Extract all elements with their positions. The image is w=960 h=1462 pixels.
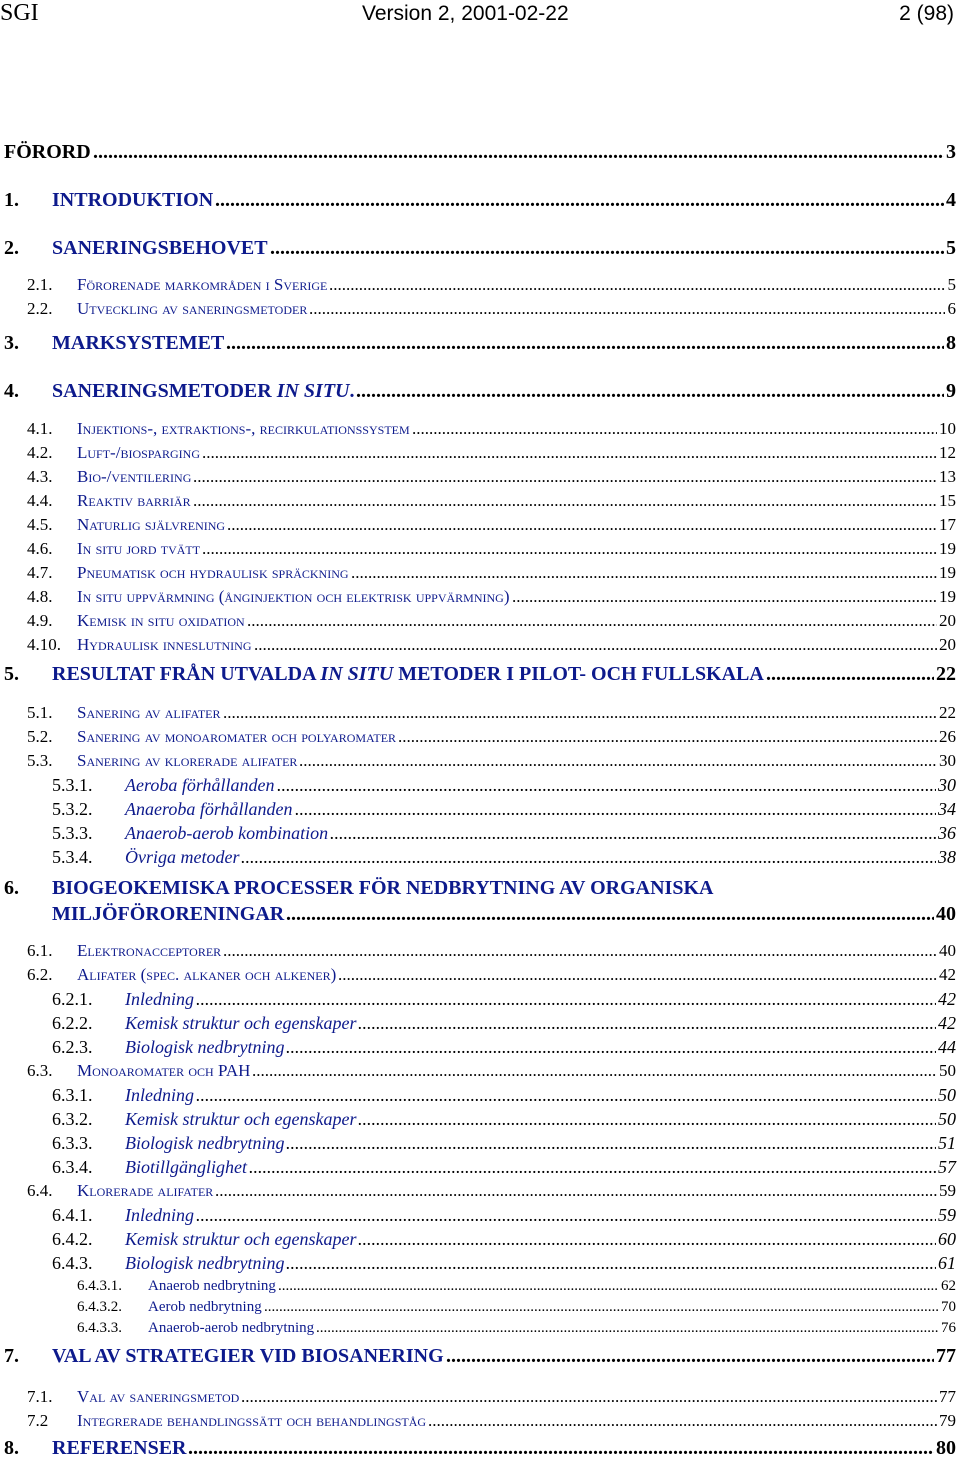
- toc-entry-page: 4: [946, 189, 956, 211]
- toc-entry-title: Integrerade behandlingssätt och behandlingståg: [77, 1411, 427, 1430]
- toc-entry-page: 30: [939, 751, 956, 770]
- toc-entry-title: Anaerob-aerob nedbrytning: [148, 1320, 315, 1336]
- toc-entry[interactable]: [0, 940, 960, 962]
- toc-entry-number: 4.10.: [27, 635, 61, 654]
- toc-entry-page: 42: [938, 1013, 956, 1033]
- toc-entry-page: 50: [939, 1061, 956, 1080]
- toc-entry-title: Kemisk struktur och egenskaper: [125, 1109, 357, 1129]
- toc-entry-title: Utveckling av saneringsmetoder: [77, 299, 308, 318]
- toc-entry-number: 4.9.: [27, 611, 53, 630]
- toc-entry-page: 34: [938, 799, 956, 819]
- toc-entry[interactable]: [0, 586, 960, 608]
- toc-entry-page: 6: [947, 299, 956, 318]
- toc-entry[interactable]: [0, 610, 960, 632]
- toc-entry[interactable]: [0, 331, 960, 357]
- toc-entry-page: 22: [939, 703, 956, 722]
- toc-entry[interactable]: [0, 822, 960, 844]
- toc-entry-number: 2.2.: [27, 299, 53, 318]
- toc-entry-title: Sanering av alifater: [77, 703, 221, 722]
- toc-entry[interactable]: [0, 1297, 960, 1319]
- toc-entry[interactable]: [0, 1132, 960, 1154]
- toc-entry-number: 6.4.1.: [52, 1205, 93, 1225]
- toc-entry-number: 2.: [4, 237, 19, 259]
- toc-entry-page: 59: [938, 1205, 956, 1225]
- toc-entry-number: 4.4.: [27, 491, 53, 510]
- toc-entry[interactable]: [0, 1108, 960, 1130]
- toc-dot-leader: [247, 610, 937, 632]
- header-logo-text: SGI: [0, 0, 39, 26]
- toc-entry[interactable]: [0, 876, 960, 925]
- toc-dot-leader: [223, 940, 937, 962]
- toc-entry-number: 4.3.: [27, 467, 53, 486]
- toc-entry-page: 38: [938, 847, 956, 867]
- toc-entry-title: SANERINGSBEHOVET: [52, 237, 268, 259]
- toc-entry-page: 80: [936, 1437, 956, 1459]
- toc-entry-title: SANERINGSMETODER IN SITU.: [52, 380, 355, 402]
- toc-entry-number: 8.: [4, 1437, 19, 1459]
- toc-dot-leader: [358, 1012, 936, 1034]
- toc-entry-title: Monoaromater och PAH: [77, 1061, 251, 1080]
- header-page-number: 2 (98): [899, 2, 954, 25]
- toc-entry-number: 6.4.3.1.: [77, 1278, 122, 1294]
- toc-entry-title: Injektions-, extraktions-, recirkulationssystem: [77, 419, 410, 438]
- toc-entry[interactable]: [0, 1410, 960, 1432]
- toc-entry-title: Sanering av klorerade alifater: [77, 751, 298, 770]
- toc-dot-leader: [512, 586, 937, 608]
- toc-entry-page: 5: [946, 237, 956, 259]
- toc-entry[interactable]: [0, 538, 960, 560]
- toc-entry-number: 6.3.3.: [52, 1133, 93, 1153]
- toc-entry-page: 61: [938, 1253, 956, 1273]
- toc-entry-title: Inledning: [125, 989, 194, 1009]
- toc-entry-page: 44: [938, 1037, 956, 1057]
- toc-entry-number: 6.3.: [27, 1061, 53, 1080]
- toc-entry-number: 6.3.4.: [52, 1157, 93, 1177]
- toc-entry-page: 19: [939, 587, 956, 606]
- toc-entry-title: Inledning: [125, 1205, 194, 1225]
- toc-entry-page: 12: [939, 443, 956, 462]
- toc-dot-leader: [196, 1204, 936, 1226]
- toc-entry-page: 70: [941, 1299, 956, 1315]
- toc-entry-title: Hydraulisk inneslutning: [77, 635, 252, 654]
- toc-entry-title: INTRODUKTION: [52, 189, 214, 211]
- toc-entry-title: Anaerob-aerob kombination: [125, 823, 329, 843]
- toc-dot-leader: [252, 1060, 937, 1082]
- toc-dot-leader: [329, 274, 945, 296]
- toc-dot-leader: [254, 634, 937, 656]
- toc-dot-leader: [398, 726, 937, 748]
- toc-dot-leader: [226, 331, 944, 355]
- toc-dot-leader: [286, 902, 934, 926]
- toc-dot-leader: [270, 236, 944, 260]
- toc-entry-page: 19: [939, 563, 956, 582]
- toc-dot-leader: [249, 1156, 936, 1178]
- toc-entry[interactable]: [0, 798, 960, 820]
- toc-entry-title: Biotillgänglighet: [125, 1157, 247, 1177]
- toc-entry-number: 4.7.: [27, 563, 53, 582]
- toc-entry-title: Kemisk struktur och egenskaper: [125, 1013, 357, 1033]
- toc-dot-leader: [286, 1036, 936, 1058]
- toc-entry-title: In situ jord tvätt: [77, 539, 201, 558]
- toc-dot-leader: [241, 1386, 937, 1408]
- toc-entry[interactable]: [0, 1084, 960, 1106]
- toc-entry-title: Reaktiv barriär: [77, 491, 191, 510]
- toc-entry-title: Elektronacceptorer: [77, 941, 222, 960]
- toc-dot-leader: [215, 1180, 937, 1202]
- toc-entry-number: 6.4.3.2.: [77, 1299, 122, 1315]
- toc-entry-number: 5.3.: [27, 751, 53, 770]
- toc-entry-title: REFERENSER: [52, 1437, 187, 1459]
- toc-entry[interactable]: [0, 964, 960, 986]
- toc-entry[interactable]: [0, 236, 960, 262]
- toc-dot-leader: [188, 1436, 934, 1460]
- toc-entry-title: Biologisk nedbrytning: [125, 1037, 285, 1057]
- toc-entry-page: 5: [947, 275, 956, 294]
- toc-entry-page: 57: [938, 1157, 956, 1177]
- toc-entry-title: Kemisk struktur och egenskaper: [125, 1229, 357, 1249]
- toc-entry[interactable]: [0, 1436, 960, 1462]
- toc-entry-number: 7.1.: [27, 1387, 53, 1406]
- toc-dot-leader: [286, 1252, 936, 1274]
- toc-entry-title: Val av saneringsmetod: [77, 1387, 240, 1406]
- toc-dot-leader: [215, 188, 944, 212]
- toc-entry-number: 3.: [4, 332, 19, 354]
- toc-entry[interactable]: [0, 634, 960, 656]
- toc-entry-number: 6.2.3.: [52, 1037, 93, 1057]
- toc-entry-title: In situ uppvärmning (ånginjektion och elektrisk uppvärmning): [77, 587, 510, 606]
- toc-entry-page: 8: [946, 332, 956, 354]
- toc-entry[interactable]: [0, 418, 960, 440]
- toc-entry-page: 40: [936, 903, 956, 925]
- toc-entry-number: 5.3.4.: [52, 847, 93, 867]
- toc-dot-leader: [286, 1132, 936, 1154]
- header-version: Version 2, 2001-02-22: [362, 2, 569, 25]
- toc-dot-leader: [309, 298, 945, 320]
- toc-entry-page: 62: [941, 1278, 956, 1294]
- toc-dot-leader: [241, 846, 936, 868]
- toc-entry-title: Aerob nedbrytning: [148, 1299, 262, 1315]
- toc-entry[interactable]: [0, 562, 960, 584]
- toc-dot-leader: [278, 1276, 939, 1296]
- toc-dot-leader: [428, 1410, 937, 1432]
- toc-entry-page: 77: [939, 1387, 956, 1406]
- toc-entry-title: Kemisk in situ oxidation: [77, 611, 245, 630]
- toc-entry-page: 59: [939, 1181, 956, 1200]
- toc-entry-number: 5.3.3.: [52, 823, 93, 843]
- toc-dot-leader: [223, 702, 937, 724]
- toc-entry[interactable]: [0, 1036, 960, 1058]
- toc-entry-title-line2: MILJÖFÖRORENINGAR: [52, 903, 285, 925]
- toc-entry-number: 6.1.: [27, 941, 53, 960]
- toc-entry[interactable]: [0, 1228, 960, 1250]
- toc-entry-page: 9: [946, 380, 956, 402]
- toc-entry[interactable]: [0, 774, 960, 796]
- toc-dot-leader: [277, 774, 936, 796]
- toc-dot-leader: [93, 140, 944, 164]
- toc-entry-title: Inledning: [125, 1085, 194, 1105]
- toc-entry-number: 7.: [4, 1345, 19, 1367]
- toc-entry-title: VAL AV STRATEGIER VID BIOSANERING: [52, 1345, 444, 1367]
- toc-dot-leader: [264, 1297, 939, 1317]
- toc-entry-title: Förorenade markområden i Sverige: [77, 275, 328, 294]
- toc-dot-leader: [299, 750, 937, 772]
- toc-entry-page: 22: [936, 663, 956, 685]
- toc-entry[interactable]: [0, 466, 960, 488]
- toc-entry[interactable]: [0, 1012, 960, 1034]
- toc-entry-title: MARKSYSTEMET: [52, 332, 225, 354]
- toc-entry-page: 17: [939, 515, 956, 534]
- toc-entry-title: Alifater (spec. alkaner och alkener): [77, 965, 337, 984]
- toc-dot-leader: [316, 1318, 939, 1338]
- toc-entry-title: Pneumatisk och hydraulisk spräckning: [77, 563, 349, 582]
- toc-entry[interactable]: [0, 662, 960, 688]
- toc-entry-number: 4.: [4, 380, 19, 402]
- toc-entry-title: Övriga metoder: [125, 847, 240, 867]
- toc-entry-number: 6.4.3.: [52, 1253, 93, 1273]
- toc-entry-page: 42: [939, 965, 956, 984]
- toc-entry-number: 5.1.: [27, 703, 53, 722]
- toc-entry-number: 4.2.: [27, 443, 53, 462]
- toc-entry-page: 26: [939, 727, 956, 746]
- toc-dot-leader: [202, 538, 937, 560]
- toc-entry[interactable]: [0, 140, 960, 166]
- toc-entry[interactable]: [0, 1204, 960, 1226]
- toc-entry-page: 20: [939, 635, 956, 654]
- toc-entry-number: 6.2.: [27, 965, 53, 984]
- toc-entry-title: Sanering av monoaromater och polyaromater: [77, 727, 397, 746]
- toc-entry-number: 4.1.: [27, 419, 53, 438]
- toc-entry-number: 4.6.: [27, 539, 53, 558]
- toc-dot-leader: [193, 466, 937, 488]
- toc-entry-number: 5.3.1.: [52, 775, 93, 795]
- toc-entry-page: 76: [941, 1320, 956, 1336]
- toc-entry[interactable]: [0, 1318, 960, 1340]
- toc-dot-leader: [227, 514, 937, 536]
- toc-entry-number: 6.3.2.: [52, 1109, 93, 1129]
- toc-dot-leader: [412, 418, 937, 440]
- toc-entry-number: 5.: [4, 663, 19, 685]
- toc-dot-leader: [351, 562, 937, 584]
- toc-entry-title: Aeroba förhållanden: [125, 775, 275, 795]
- toc-entry-page: 36: [938, 823, 956, 843]
- toc-entry-page: 79: [939, 1411, 956, 1430]
- toc-entry-page: 13: [939, 467, 956, 486]
- toc-entry-page: 15: [939, 491, 956, 510]
- toc-entry-title: Klorerade alifater: [77, 1181, 214, 1200]
- toc-entry-title: BIOGEOKEMISKA PROCESSER FÖR NEDBRYTNING AV ORGANISKA: [52, 877, 714, 899]
- toc-dot-leader: [446, 1344, 934, 1368]
- toc-entry-title: Anaerob nedbrytning: [148, 1278, 276, 1294]
- toc-entry-page: 50: [938, 1085, 956, 1105]
- toc-dot-leader: [196, 1084, 936, 1106]
- toc-entry-number: 1.: [4, 189, 19, 211]
- toc-entry[interactable]: [0, 188, 960, 214]
- toc-entry-page: 30: [938, 775, 956, 795]
- toc-entry-number: 2.1.: [27, 275, 53, 294]
- toc-entry-number: 6.4.3.3.: [77, 1320, 122, 1336]
- toc-entry-number: 6.4.2.: [52, 1229, 93, 1249]
- toc-entry[interactable]: [0, 1386, 960, 1408]
- toc-entry-page: 50: [938, 1109, 956, 1129]
- toc-dot-leader: [338, 964, 937, 986]
- toc-entry-title: Anaeroba förhållanden: [125, 799, 293, 819]
- toc-entry[interactable]: [0, 1180, 960, 1202]
- toc-entry-page: 51: [938, 1133, 956, 1153]
- toc-dot-leader: [196, 988, 936, 1010]
- toc-entry[interactable]: [0, 726, 960, 748]
- toc-entry[interactable]: [0, 1252, 960, 1274]
- toc-entry[interactable]: [0, 1344, 960, 1370]
- toc-entry[interactable]: [0, 702, 960, 724]
- toc-entry-title: Bio-/ventilering: [77, 467, 192, 486]
- toc-entry[interactable]: [0, 298, 960, 320]
- toc-dot-leader: [358, 1228, 936, 1250]
- toc-dot-leader: [330, 822, 936, 844]
- toc-entry-number: 6.2.1.: [52, 989, 93, 1009]
- toc-entry-page: 77: [936, 1345, 956, 1367]
- toc-entry-page: 20: [939, 611, 956, 630]
- toc-entry[interactable]: [0, 442, 960, 464]
- toc-entry[interactable]: [0, 846, 960, 868]
- toc-entry-title: FÖRORD: [4, 141, 91, 163]
- toc-entry-number: 5.3.2.: [52, 799, 93, 819]
- toc-entry-title: Biologisk nedbrytning: [125, 1253, 285, 1273]
- toc-entry-number: 6.: [4, 877, 19, 899]
- toc-entry-page: 42: [938, 989, 956, 1009]
- toc-entry-page: 19: [939, 539, 956, 558]
- toc-entry-number: 6.2.2.: [52, 1013, 93, 1033]
- toc-entry-number: 6.4.: [27, 1181, 53, 1200]
- toc-entry[interactable]: [0, 274, 960, 296]
- toc-entry-page: 40: [939, 941, 956, 960]
- toc-dot-leader: [295, 798, 936, 820]
- toc-dot-leader: [766, 662, 934, 686]
- toc-entry[interactable]: [0, 1276, 960, 1298]
- toc-entry-title: Luft-/biosparging: [77, 443, 201, 462]
- toc-dot-leader: [358, 1108, 936, 1130]
- toc-entry[interactable]: [0, 514, 960, 536]
- toc-entry-page: 60: [938, 1229, 956, 1249]
- toc-dot-leader: [193, 490, 937, 512]
- toc-entry[interactable]: [0, 988, 960, 1010]
- toc-entry[interactable]: [0, 379, 960, 405]
- toc-entry-title: RESULTAT FRÅN UTVALDA IN SITU METODER I PILOT- OCH FULLSKALA: [52, 663, 764, 685]
- toc-entry-number: 4.8.: [27, 587, 53, 606]
- toc-entry-number: 7.2: [27, 1411, 49, 1430]
- toc-entry-number: 5.2.: [27, 727, 53, 746]
- toc-entry[interactable]: [0, 490, 960, 512]
- toc-entry-page: 10: [939, 419, 956, 438]
- toc-entry[interactable]: [0, 1060, 960, 1082]
- toc-entry[interactable]: [0, 1156, 960, 1178]
- toc-entry-title: Biologisk nedbrytning: [125, 1133, 285, 1153]
- toc-dot-leader: [356, 379, 944, 403]
- toc-entry-title: Naturlig självrening: [77, 515, 226, 534]
- toc-entry-number: 4.5.: [27, 515, 53, 534]
- toc-entry-number: 6.3.1.: [52, 1085, 93, 1105]
- toc-entry-page: 3: [946, 141, 956, 163]
- toc-entry[interactable]: [0, 750, 960, 772]
- toc-dot-leader: [202, 442, 937, 464]
